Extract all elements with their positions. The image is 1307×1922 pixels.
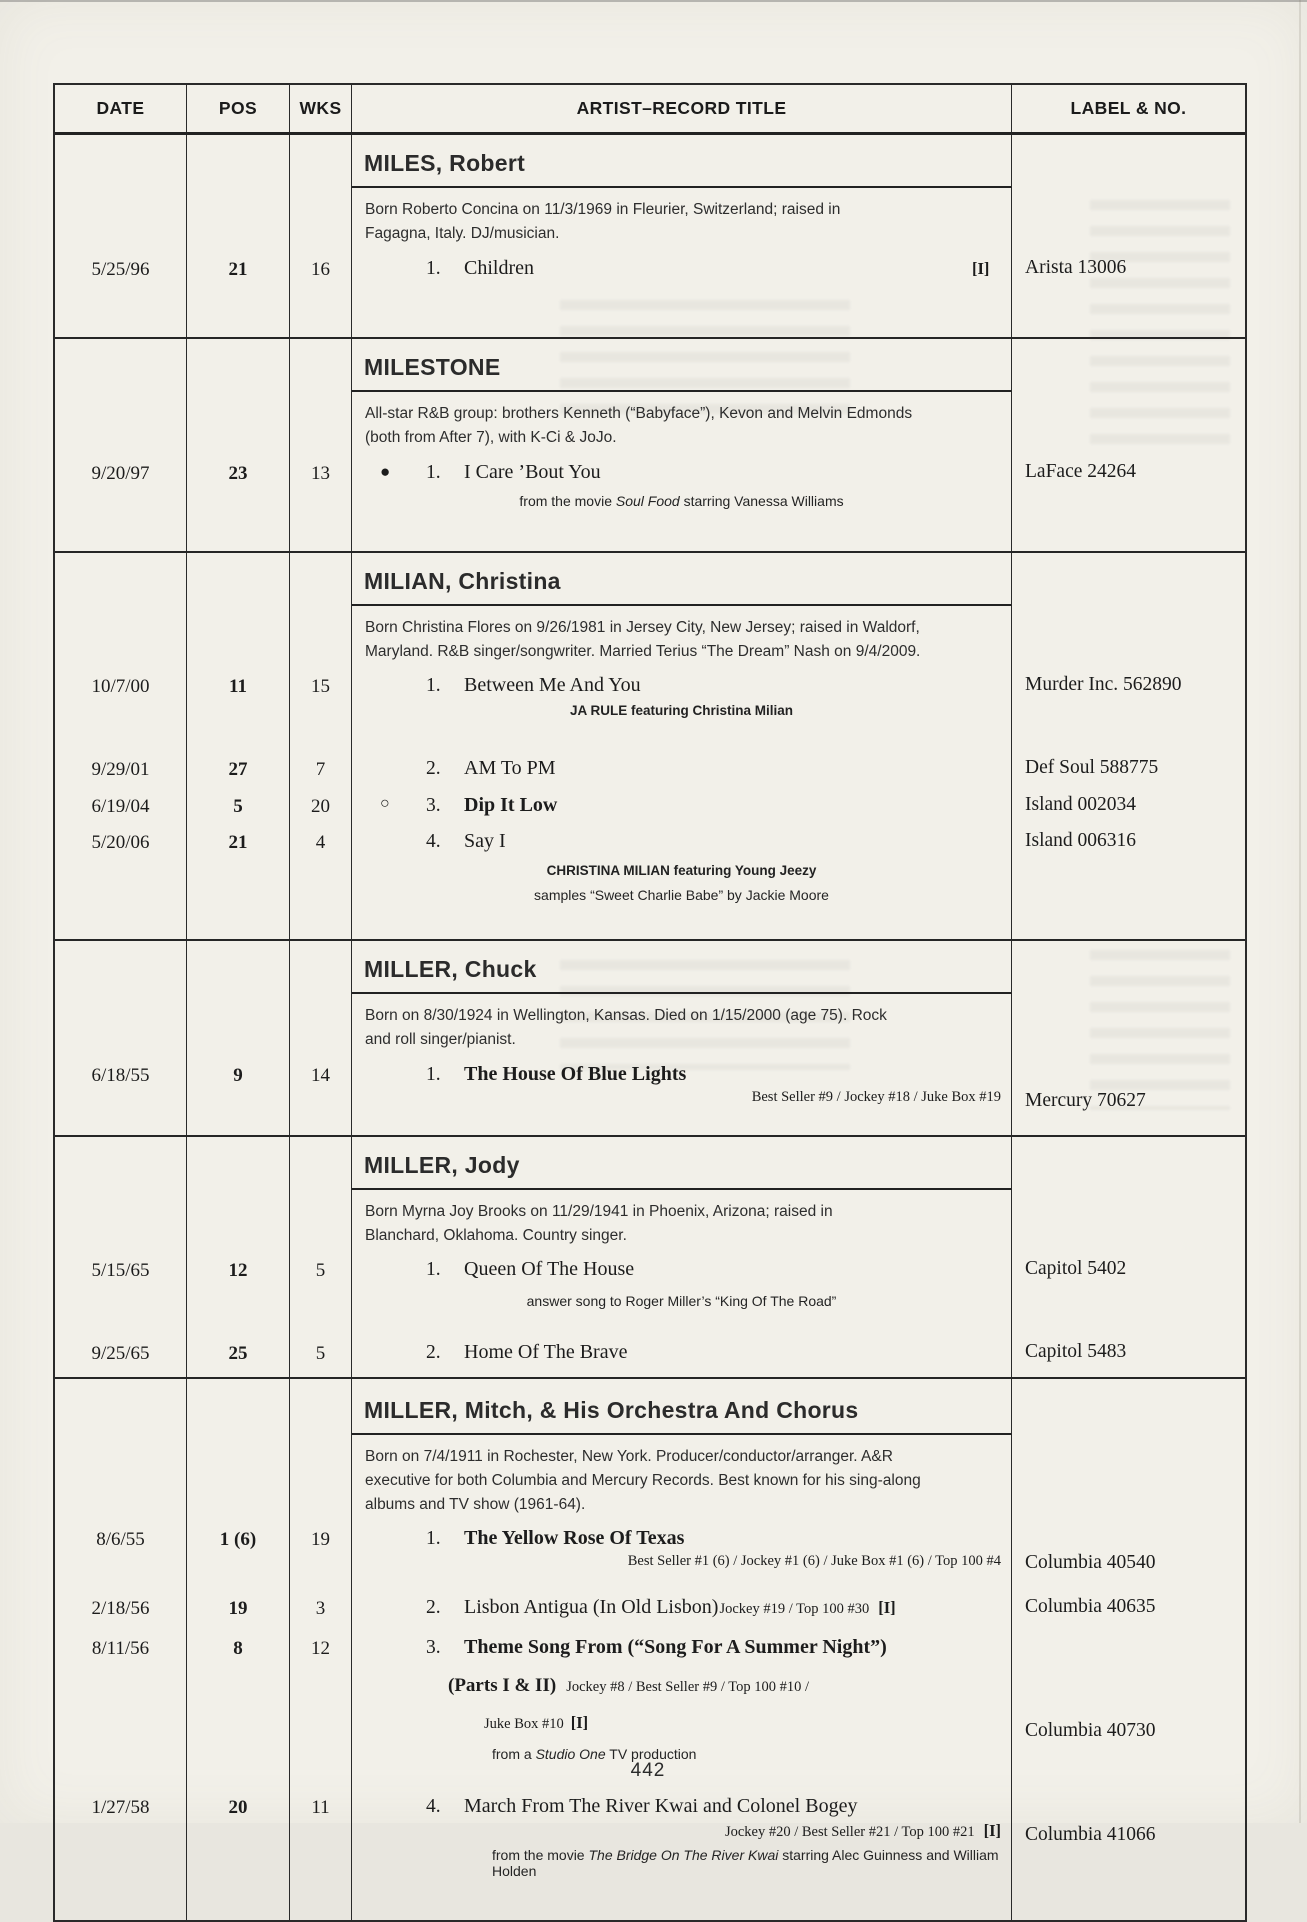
entry-number: 4. <box>426 831 441 853</box>
song-entry-row <box>55 669 1245 749</box>
entry-date: 5/25/96 <box>55 251 187 337</box>
record-label: Island 006316 <box>1025 830 1137 852</box>
bio-row <box>55 188 1245 251</box>
song-note: from the movie The Bridge On The River Kwai starring Alec Guinness and William Holden <box>492 1847 999 1880</box>
entry-wks: 20 <box>290 793 352 827</box>
entry-pos: 21 <box>187 251 290 337</box>
scan-edge <box>0 0 1307 2</box>
entry-pos: 1 (6) <box>187 1522 290 1592</box>
song-entry-row <box>55 251 1245 337</box>
record-label: LaFace 24264 <box>1025 461 1137 483</box>
song-entry-row <box>55 749 1245 793</box>
entry-number: 1. <box>426 258 441 280</box>
entry-number: 1. <box>426 1528 441 1550</box>
song-title: I Care ’Bout You <box>464 461 601 484</box>
entry-date: 2/18/56 <box>55 1592 187 1632</box>
artist-name: MILES, Robert <box>364 150 526 176</box>
artist-section-miles-robert <box>55 135 1245 337</box>
entry-wks: 14 <box>290 1057 352 1135</box>
chart-positions: Juke Box #10 <box>484 1716 564 1733</box>
entry-number: 1. <box>426 1064 441 1086</box>
chart-positions: Jockey #8 / Best Seller #9 / Top 100 #10 / <box>566 1679 809 1696</box>
record-label: Capitol 5402 <box>1025 1258 1127 1280</box>
song-title: Say I <box>464 830 506 853</box>
entry-number: 1. <box>426 462 441 484</box>
entry-wks: 13 <box>290 455 352 551</box>
song-entry-row <box>55 1057 1245 1135</box>
bio-row <box>55 1190 1245 1253</box>
entry-number: 2. <box>426 1597 441 1619</box>
song-title: Home Of The Brave <box>464 1341 628 1364</box>
record-label: Island 002034 <box>1025 794 1137 816</box>
artist-header-row <box>55 553 1245 606</box>
artist-name: MILESTONE <box>364 354 501 381</box>
record-label: Arista 13006 <box>1025 257 1127 279</box>
artist-bio: Born Myrna Joy Brooks on 11/29/1941 in Phoenix, Arizona; raised in Blanchard, Oklahoma. Country singer. <box>365 1203 833 1244</box>
entry-date: 8/6/55 <box>55 1522 187 1592</box>
song-title: Children <box>464 257 534 280</box>
entry-number: 1. <box>426 1259 441 1281</box>
bio-row <box>55 994 1245 1057</box>
song-title: The House Of Blue Lights <box>464 1063 687 1086</box>
entry-wks: 5 <box>290 1335 352 1377</box>
artist-header-row <box>55 1379 1245 1435</box>
artist-name: MILLER, Chuck <box>364 956 537 983</box>
song-note: from the movie Soul Food starring Vanessa Williams <box>519 493 844 510</box>
record-label: Columbia 40540 <box>1025 1552 1156 1574</box>
artist-header-row <box>55 1137 1245 1190</box>
artist-bio: Born Roberto Concina on 11/3/1969 in Fleurier, Switzerland; raised in Fagagna, Italy. DJ/musician. <box>365 201 841 242</box>
artist-section-milian-christina <box>55 551 1245 939</box>
record-label: Columbia 40730 <box>1025 1720 1156 1742</box>
artist-section-milestone <box>55 337 1245 551</box>
song-title: Queen Of The House <box>464 1258 635 1281</box>
song-title: March From The River Kwai and Colonel Bogey <box>464 1795 858 1818</box>
song-note: samples “Sweet Charlie Babe” by Jackie Moore <box>534 887 829 904</box>
entry-date: 8/11/56 <box>55 1632 187 1790</box>
instrumental-tag: [I] <box>972 259 990 279</box>
song-note: answer song to Roger Miller’s “King Of The Road” <box>526 1293 837 1310</box>
entry-number: 1. <box>426 675 441 697</box>
song-subtitle: (Parts I & II) <box>448 1675 557 1697</box>
record-label: Def Soul 588775 <box>1025 757 1159 779</box>
col-header-label: LABEL & NO. <box>1070 98 1187 118</box>
bio-row <box>55 1435 1245 1522</box>
table-header-row <box>55 85 1245 135</box>
song-entry-row <box>55 1592 1245 1632</box>
entry-date: 9/29/01 <box>55 749 187 793</box>
artist-section-miller-jody <box>55 1135 1245 1377</box>
entry-date: 10/7/00 <box>55 669 187 749</box>
col-header-artist: ARTIST–RECORD TITLE <box>352 85 1012 132</box>
artist-bio: Born on 7/4/1911 in Rochester, New York. Producer/conductor/arranger. A&R executive for both Columbia and Mercury Records. Best known for his sing-along albums and TV show (1961-64). <box>365 1448 921 1513</box>
entry-date: 9/20/97 <box>55 455 187 551</box>
artist-header-row <box>55 339 1245 392</box>
entry-number: 3. <box>426 1637 441 1659</box>
entry-wks: 5 <box>290 1253 352 1335</box>
entry-number: 3. <box>426 795 441 817</box>
entry-wks: 16 <box>290 251 352 337</box>
chart-positions: Best Seller #1 (6) / Jockey #1 (6) / Juke Box #1 (6) / Top 100 #4 <box>627 1553 1001 1570</box>
chart-positions: Best Seller #9 / Jockey #18 / Juke Box #19 <box>751 1089 1001 1106</box>
col-header-wks: WKS <box>290 85 352 132</box>
entry-pos: 11 <box>187 669 290 749</box>
song-title: Lisbon Antigua (In Old Lisbon) <box>464 1596 719 1619</box>
instrumental-tag: [I] <box>983 1821 1001 1841</box>
entry-number: 2. <box>426 1342 441 1364</box>
chart-table <box>53 83 1247 1922</box>
record-label: Murder Inc. 562890 <box>1025 674 1182 696</box>
artist-bio: All-star R&B group: brothers Kenneth (“Babyface”), Kevon and Melvin Edmonds (both from After 7), with K-Ci & JoJo. <box>365 405 913 446</box>
entry-date: 6/18/55 <box>55 1057 187 1135</box>
col-header-date: DATE <box>55 85 187 132</box>
entry-pos: 9 <box>187 1057 290 1135</box>
entry-wks: 12 <box>290 1632 352 1790</box>
bio-row <box>55 606 1245 669</box>
song-title: Between Me And You <box>464 674 641 697</box>
song-title: AM To PM <box>464 757 556 780</box>
song-entry-row <box>55 1522 1245 1592</box>
entry-pos: 23 <box>187 455 290 551</box>
chart-positions: Jockey #20 / Best Seller #21 / Top 100 #21 [I] <box>724 1821 1001 1841</box>
record-label: Columbia 41066 <box>1025 1824 1156 1846</box>
featuring-credit: JA RULE featuring Christina Milian <box>569 703 794 719</box>
song-entry-row <box>55 1790 1245 1920</box>
artist-header-row <box>55 135 1245 188</box>
instrumental-tag: [I] <box>878 1598 896 1618</box>
artist-bio: Born Christina Flores on 9/26/1981 in Jersey City, New Jersey; raised in Waldorf, Maryland. R&B singer/songwriter. Married Terius “The Dream” Nash on 9/4/2009. <box>365 619 921 660</box>
artist-name: MILIAN, Christina <box>364 568 561 595</box>
song-entry-row <box>55 1335 1245 1377</box>
bio-row <box>55 392 1245 455</box>
entry-pos: 19 <box>187 1592 290 1632</box>
entry-pos: 8 <box>187 1632 290 1790</box>
entry-wks: 7 <box>290 749 352 793</box>
song-title: Theme Song From (“Song For A Summer Night”) <box>464 1636 887 1659</box>
entry-pos: 25 <box>187 1335 290 1377</box>
entry-number: 2. <box>426 758 441 780</box>
page-number: 442 <box>630 1760 666 1781</box>
featuring-credit: CHRISTINA MILIAN featuring Young Jeezy <box>546 863 817 879</box>
artist-header-row <box>55 941 1245 994</box>
entry-date: 5/15/65 <box>55 1253 187 1335</box>
platinum-record-icon: ○ <box>380 795 390 813</box>
record-label: Columbia 40635 <box>1025 1596 1156 1618</box>
record-label: Capitol 5483 <box>1025 1341 1127 1363</box>
entry-date: 6/19/04 <box>55 793 187 827</box>
entry-wks: 3 <box>290 1592 352 1632</box>
song-entry-row <box>55 1253 1245 1335</box>
entry-pos: 12 <box>187 1253 290 1335</box>
entry-wks: 15 <box>290 669 352 749</box>
gold-record-icon: ● <box>380 462 391 482</box>
entry-wks: 11 <box>290 1790 352 1920</box>
entry-date: 5/20/06 <box>55 827 187 939</box>
entry-pos: 21 <box>187 827 290 939</box>
entry-wks: 19 <box>290 1522 352 1592</box>
song-title: Dip It Low <box>464 794 558 817</box>
entry-date: 1/27/58 <box>55 1790 187 1920</box>
scan-edge <box>1299 0 1301 1823</box>
entry-pos: 20 <box>187 1790 290 1920</box>
artist-name: MILLER, Jody <box>364 1152 520 1179</box>
song-entry-row <box>55 455 1245 551</box>
artist-section-miller-chuck <box>55 939 1245 1135</box>
song-title: The Yellow Rose Of Texas <box>464 1527 685 1550</box>
entry-number: 4. <box>426 1796 441 1818</box>
chart-positions: Jockey #19 / Top 100 #30 <box>719 1601 870 1618</box>
col-header-pos: POS <box>187 85 290 132</box>
entry-wks: 4 <box>290 827 352 939</box>
instrumental-tag: [I] <box>570 1713 589 1733</box>
entry-date: 9/25/65 <box>55 1335 187 1377</box>
artist-bio: Born on 8/30/1924 in Wellington, Kansas. Died on 1/15/2000 (age 75). Rock and roll singer/pianist. <box>365 1007 887 1048</box>
song-note: from a Studio One TV production <box>492 1746 697 1763</box>
song-entry-row <box>55 793 1245 827</box>
song-entry-row <box>55 827 1245 939</box>
entry-pos: 27 <box>187 749 290 793</box>
entry-pos: 5 <box>187 793 290 827</box>
artist-name: MILLER, Mitch, & His Orchestra And Chorus <box>364 1397 859 1424</box>
artist-section-miller-mitch <box>55 1377 1245 1920</box>
record-label: Mercury 70627 <box>1025 1090 1146 1112</box>
